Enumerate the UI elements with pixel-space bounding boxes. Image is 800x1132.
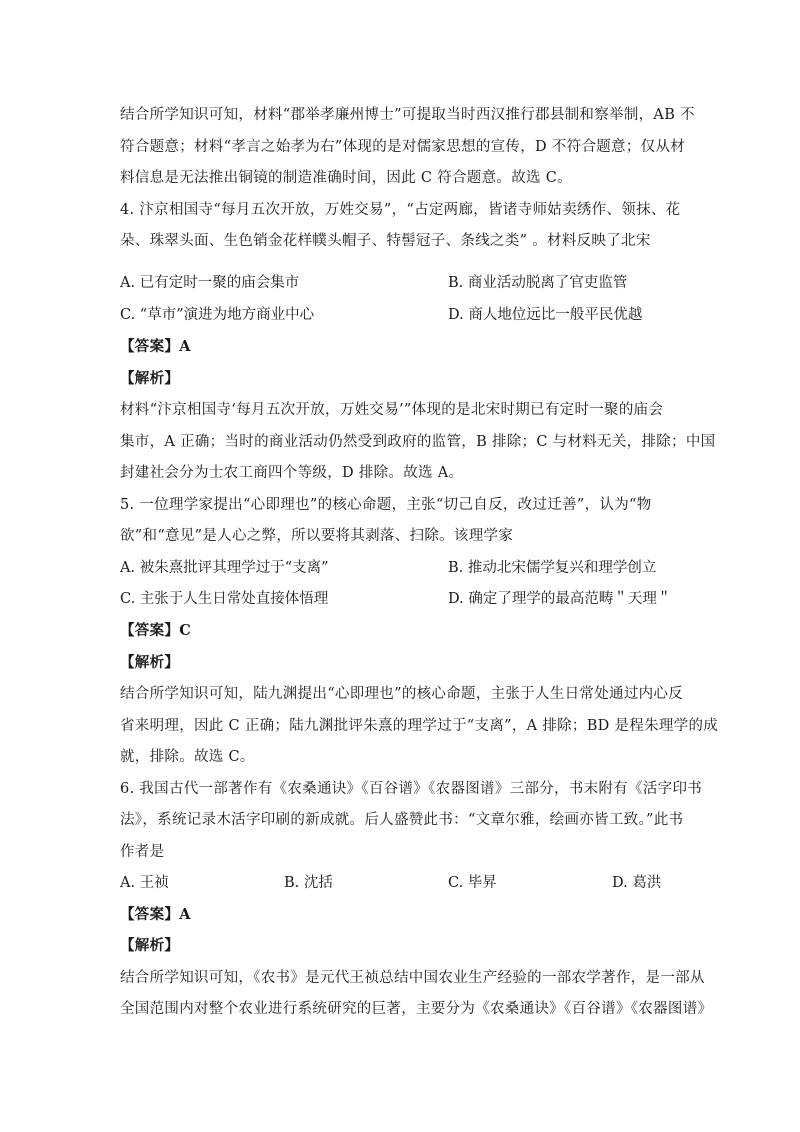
question-5-analysis: 就，排除。故选 C。 [120, 749, 255, 765]
question-5-option-c: C. 主张于人生日常处直接体悟理 [120, 591, 329, 607]
question-4-option-c: C. “草市”演进为地方商业中心 [120, 307, 315, 323]
question-6-analysis-title: 【解析】 [120, 937, 180, 954]
question-5-option-b: B. 推动北宋儒学复兴和理学创立 [448, 560, 657, 576]
question-5-option-d: D. 确定了理学的最高范畴＂天理＂ [448, 591, 672, 607]
question-5-analysis: 省来明理，因此 C 正确；陆九渊批评朱熹的理学过于“支离”，A 排除；BD 是程朱理学的成 [120, 718, 719, 734]
question-5-analysis-title: 【解析】 [120, 654, 180, 671]
question-5-answer: 【答案】C [120, 622, 192, 639]
question-4-option-a: A. 已有定时一聚的庙会集市 [120, 275, 300, 291]
question-4-answer: 【答案】A [120, 338, 191, 355]
question-4-option-d: D. 商人地位远比一般平民优越 [448, 307, 643, 323]
question-6-stem: 作者是 [120, 844, 165, 860]
question-4-stem: 4. 汴京相国寺“每月五次开放，万姓交易”，“占定两廊，皆诸寺师姑卖绣作、领抹、花 [120, 202, 681, 218]
question-5-analysis: 结合所学知识可知，陆九渊提出“心即理也”的核心命题，主张于人生日常处通过内心反 [120, 686, 684, 702]
question-6-option-c: C. 毕昇 [448, 875, 497, 891]
question-5-stem: 欲”和“意见”是人心之弊，所以要将其剥落、扫除。该理学家 [120, 528, 514, 544]
question-4-analysis-title: 【解析】 [120, 370, 180, 387]
question-6-stem: 6. 我国古代一部著作有《农桑通诀》《百谷谱》《农器图谱》三部分，书末附有《活字印书 [120, 781, 703, 797]
question-4-option-b: B. 商业活动脱离了官吏监管 [448, 275, 628, 291]
question-6-option-d: D. 葛洪 [612, 875, 662, 891]
intro-line: 料信息是无法推出铜镜的制造准确时间，因此 C 符合题意。故选 C。 [120, 170, 572, 186]
question-6-option-a: A. 王祯 [120, 875, 169, 891]
question-6-analysis: 全国范围内对整个农业进行系统研究的巨著，主要分为《农桑通诀》《百谷谱》《农器图谱》 [120, 1001, 713, 1017]
question-4-analysis: 封建社会分为士农工商四个等级，D 排除。故选 A。 [120, 465, 464, 481]
intro-line: 符合题意；材料“孝言之始孝为右”体现的是对儒家思想的宣传，D 不符合题意；仅从材 [120, 139, 686, 155]
question-6-stem: 法》，系统记录木活字印刷的新成就。后人盛赞此书：“文章尔雅，绘画亦皆工致。”此书 [120, 812, 684, 828]
question-5-option-a: A. 被朱熹批评其理学过于“支离” [120, 560, 329, 576]
question-4-analysis: 集市，A 正确；当时的商业活动仍然受到政府的监管，B 排除；C 与材料无关，排除；中国 [120, 434, 716, 450]
question-6-analysis: 结合所学知识可知，《农书》是元代王祯总结中国农业生产经验的一部农学著作，是一部从 [120, 970, 705, 986]
question-6-option-b: B. 沈括 [284, 875, 333, 891]
question-4-analysis: 材料“汴京相国寺‘每月五次开放，万姓交易’”体现的是北宋时期已有定时一聚的庙会 [120, 402, 664, 418]
question-6-answer: 【答案】A [120, 906, 191, 923]
question-5-stem: 5. 一位理学家提出“心即理也”的核心命题，主张“切己自反，改过迁善”，认为“物 [120, 497, 652, 513]
question-4-stem: 朵、珠翠头面、生色销金花样幞头帽子、特髻冠子、条线之类” 。材料反映了北宋 [120, 233, 651, 249]
intro-line: 结合所学知识可知，材料“郡举孝廉州博士”可提取当时西汉推行郡县制和察举制，AB 不 [120, 107, 695, 123]
